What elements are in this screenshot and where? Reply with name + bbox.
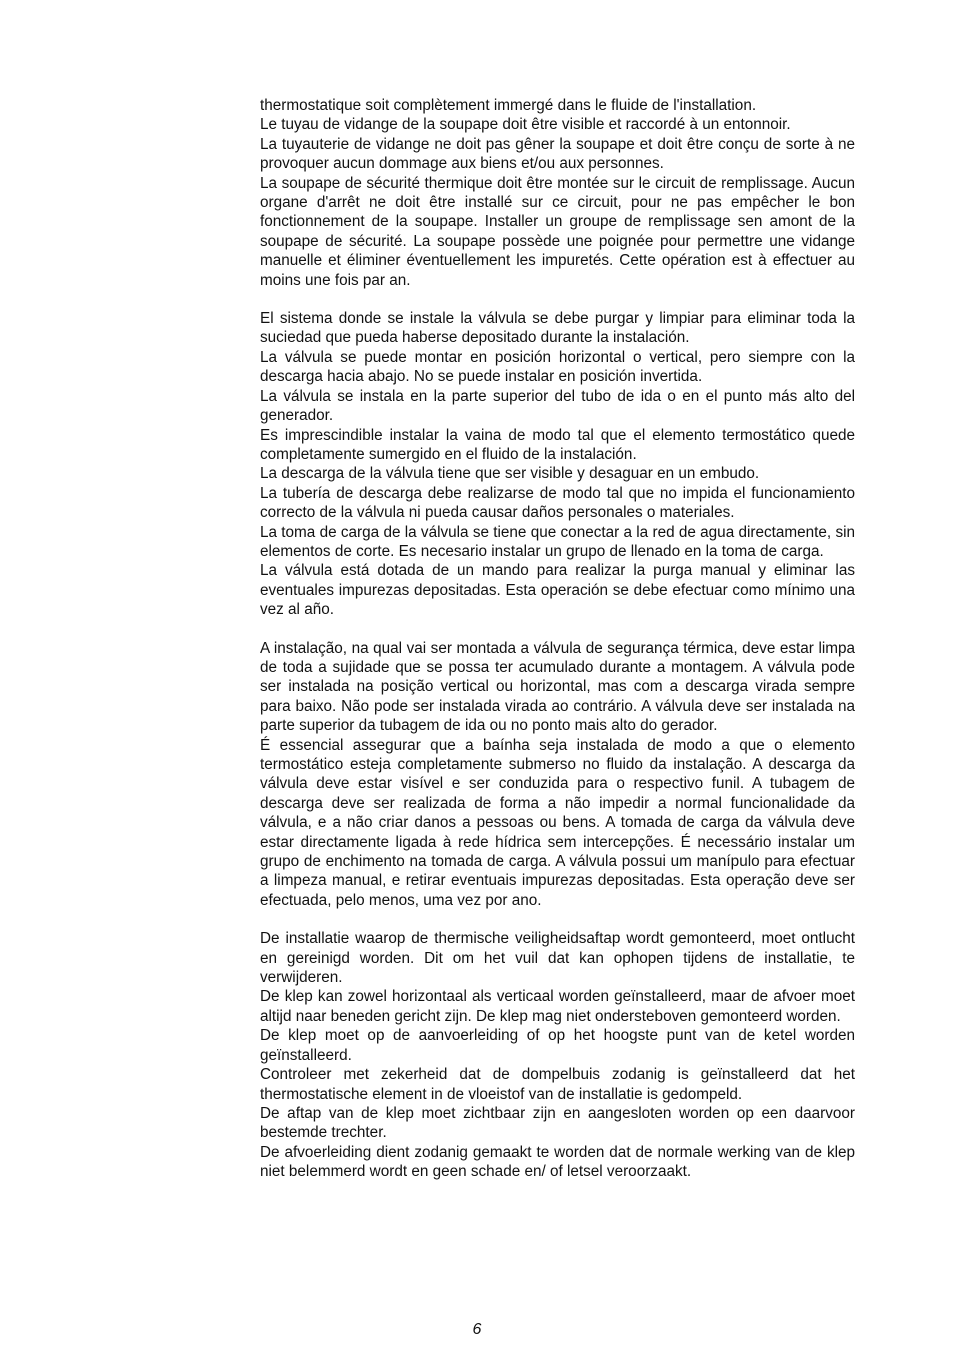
section-spanish [260, 309, 855, 620]
paragraph: La soupape de sécurité thermique doit être montée sur le circuit de remplissage. Aucun organe d'arrêt ne doit être installé sur ce circuit, pour ne pas empêcher le bon fonctionnement de la soupape. Installer un groupe de remplissage sen amont de la soupape de sécurité. La soupape possède une poignée pour permettre une vidange manuelle et éliminer éventuellement les impuretés. Cette opération est à effectuer au moins une fois par an. [260, 174, 855, 289]
paragraph: La tubería de descarga debe realizarse de modo tal que no impida el funcionamiento correcto de la válvula ni pueda causar daños personales o materiales. [260, 484, 855, 522]
paragraph: De installatie waarop de thermische veiligheidsaftap wordt gemonteerd, moet ontlucht en gereinigd worden. Dit om het vuil dat kan ophopen tijdens de installatie, te verwijderen. [260, 930, 855, 987]
paragraph: De klep moet op de aanvoerleiding of op het hoogste punt van de ketel worden geïnstalleerd. [260, 1027, 855, 1064]
paragraph: thermostatique soit complètement immergé dans le fluide de l'installation. [260, 97, 757, 114]
paragraph: El sistema donde se instale la válvula se debe purgar y limpiar para eliminar toda la suciedad que pueda haberse depositado durante la instalación. [260, 310, 855, 347]
paragraph: La válvula está dotada de un mando para realizar la purga manual y eliminar las eventuales impurezas depositadas. Esta operación se debe efectuar como mínimo una vez al año. [260, 562, 855, 619]
section-portuguese [260, 639, 855, 911]
paragraph: Controleer met zekerheid dat de dompelbuis zodanig is geïnstalleerd dat het thermostatische element in de vloeistof van de installatie is gedompeld. [260, 1066, 855, 1103]
paragraph: De afvoerleiding dient zodanig gemaakt te worden dat de normale werking van de klep niet belemmerd wordt en geen schade en/ of letsel veroorzaakt. [260, 1143, 855, 1181]
page-number: 6 [472, 1321, 482, 1338]
paragraph: La válvula se puede montar en posición horizontal o vertical, pero siempre con la descarga hacia abajo. No se puede instalar en posición invertida. [260, 348, 855, 386]
paragraph: La toma de carga de la válvula se tiene que conectar a la red de agua directamente, sin elementos de corte. Es necesario instalar un grupo de llenado en la toma de carga. [260, 523, 855, 560]
paragraph: Es imprescindible instalar la vaina de modo tal que el elemento termostático quede completamente sumergido en el fluido de la instalación. [260, 426, 855, 463]
paragraph: La tuyauterie de vidange ne doit pas gêner la soupape et doit être conçu de sorte à ne provoquer aucun dommage aux biens et/ou aux personnes. [260, 135, 855, 173]
document-body [260, 96, 855, 1201]
paragraph: La válvula se instala en la parte superior del tubo de ida o en el punto más alto del generador. [260, 387, 855, 425]
section-dutch [260, 929, 855, 1181]
paragraph: É essencial assegurar que a baínha seja instalada de modo a que o elemento termostático esteja completamente submerso no fluido da instalação. A descarga da válvula deve estar visível e ser conduzida para o respectivo funil. A tubagem de descarga deve ser realizada de forma a não impedir a normal funcionalidade da válvula, e a não criar danos a pessoas ou bens. A tomada de carga da válvula deve estar directamente ligada à rede hídrica sem intercepções. É necessário instalar um grupo de enchimento na tomada de carga. A válvula possui um manípulo para efectuar a limpeza manual, e retirar eventuais impurezas depositadas. Esta operação deve ser efectuada, pelo menos, uma vez por ano. [260, 736, 855, 909]
section-french [260, 96, 855, 290]
paragraph: De klep kan zowel horizontaal als verticaal worden geïnstalleerd, maar de afvoer moet altijd naar beneden gericht zijn. De klep mag niet ondersteboven gemonteerd worden. [260, 988, 855, 1025]
paragraph: Le tuyau de vidange de la soupape doit être visible et raccordé à un entonnoir. [260, 116, 791, 134]
paragraph: La descarga de la válvula tiene que ser visible y desaguar en un embudo. [260, 465, 760, 483]
paragraph: A instalação, na qual vai ser montada a válvula de segurança térmica, deve estar limpa de toda a sujidade que se possa ter acumulado durante a montagem. A válvula pode ser instalada na posição vertical ou horizontal, mas com a descarga virada sempre para baixo. Não pode ser instalada virada ao contrário. A válvula deve ser instalada na parte superior da tubagem de ida ou no ponto mais alto do gerador. [260, 639, 855, 735]
paragraph: De aftap van de klep moet zichtbaar zijn en aangesloten worden op een daarvoor bestemde trechter. [260, 1104, 855, 1142]
